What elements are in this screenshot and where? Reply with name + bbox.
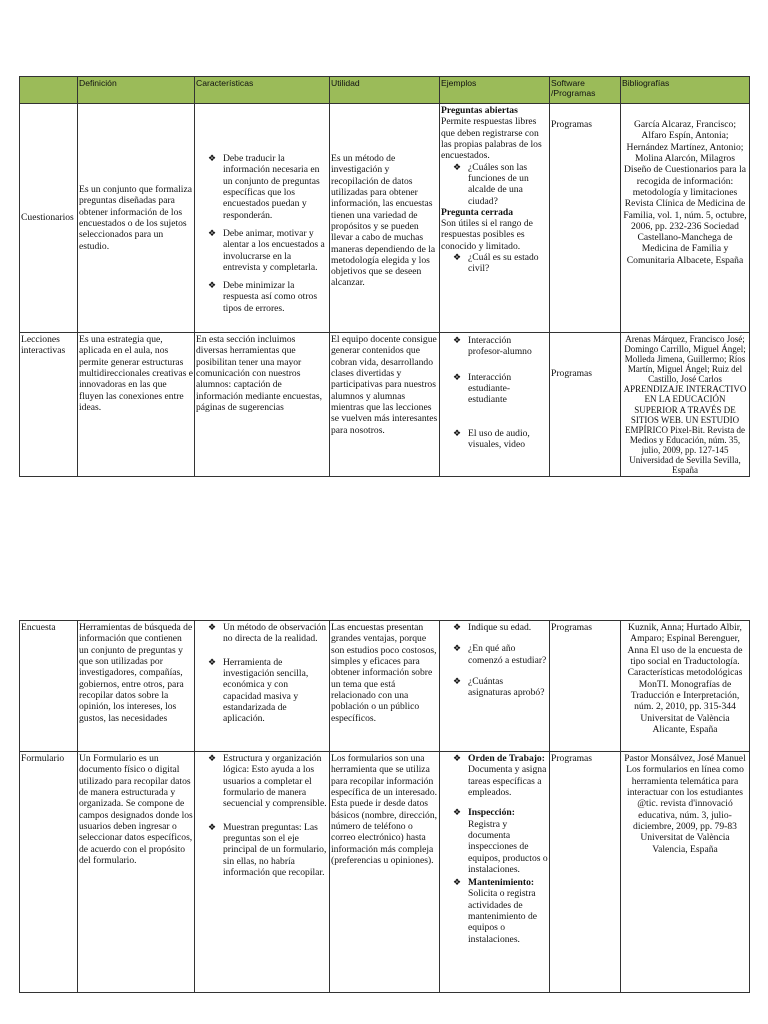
ejemplos-cell	[440, 752, 550, 993]
utilidad-cell: Las encuestas presentan grandes ventajas, porque son estudios poco costosos, simples y eficaces para obtener información sobre un tema que está relacionado con una población o un público específicos.	[330, 621, 440, 752]
diamond-bullet-icon: ❖	[453, 335, 462, 345]
diamond-bullet-icon: ❖	[208, 153, 217, 163]
list-item: ❖ ¿Cuántas asignaturas aprobó?	[453, 675, 545, 699]
header-bibliografias: Bibliografías	[621, 77, 750, 104]
table-row-lecciones	[20, 333, 750, 477]
utilidad-cell: El equipo docente consigue generar contenidos que cobran vida, desarrollando clases divertidas y participativas para nuestros alumnos y alumnas mientras que las lecciones se vuelven más interesantes para nosotros.	[330, 333, 440, 477]
diamond-bullet-icon: ❖	[453, 643, 462, 654]
utilidad-cell: Los formularios son una herramienta que se utiliza para recopilar información específica de un interesado. Esta puede ir desde datos básicos (nombre, dirección, número de teléfono o correo electrónico) hasta información más compleja (preferencias u opiniones).	[330, 752, 440, 993]
ejemplos-cell	[440, 621, 550, 752]
definicion-cell: Herramientas de búsqueda de información que contienen un conjunto de preguntas y que son utilizadas por investigadores, compañías, gobiernos, entre otros, para recopilar datos sobre la opinión, los intereses, los gustos, las necesidades	[78, 621, 195, 752]
definicion-cell: Un Formulario es un documento físico o digital utilizado para recopilar datos de manera estructurada y organizada. Se compone de campos designados donde los usuarios deben ingresar o seleccionar datos específicos, de acuerdo con el propósito del formulario.	[78, 752, 195, 993]
header-ejemplos: Ejemplos	[440, 77, 550, 104]
list-item: ❖ Orden de Trabajo: Documenta y asigna tareas específicas a empleados.	[453, 753, 547, 798]
header-caracteristicas: Características	[195, 77, 330, 104]
diamond-bullet-icon: ❖	[208, 821, 217, 832]
bibliografia-cell: Kuznik, Anna; Hurtado Albir, Amparo; Espinal Berenguer, Anna El uso de la encuesta de tipo social en Traductología. Características metodológicas MonTI. Monografías de Traducción e Interpretación, núm. 2, 2010, pp. 315-344 Universitat de València Alicante, España	[621, 621, 750, 752]
table-row-formulario	[20, 752, 750, 993]
list-item: ❖ Indique su edad.	[453, 622, 532, 633]
caracteristicas-cell	[195, 104, 330, 333]
diamond-bullet-icon: ❖	[208, 280, 217, 291]
caracteristicas-cell	[195, 621, 330, 752]
utilidad-cell: Es un método de investigación y recopilación de datos utilizadas para obtener información, las encuestas tienen una variedad de propósitos y se pueden llevar a cabo de muchas maneras dependiendo de la metodología elegida y los objetivos que se deseen alcanzar.	[330, 104, 440, 333]
diamond-bullet-icon: ❖	[208, 656, 217, 667]
list-item: ❖ Debe minimizar la respuesta así como otros tipos de errores.	[208, 280, 318, 314]
table-header-row	[20, 77, 750, 104]
diamond-bullet-icon: ❖	[453, 753, 462, 763]
diamond-bullet-icon: ❖	[208, 753, 217, 763]
list-item: ❖ El uso de audio, visuales, video	[453, 427, 530, 450]
bibliografia-cell: Pastor Monsálvez, José Manuel Los formularios en línea como herramienta telemática para interactuar con los estudiantes @tic. revista d'innovació educativa, núm. 3, julio-diciembre, 2009, pp. 79-83 Universitat de València Valencia, España	[621, 752, 750, 993]
list-item: ❖ Debe traducir la información necesaria en un conjunto de preguntas específicas que los encuestados puedan y responderán.	[208, 153, 320, 221]
row-label: Encuesta	[20, 621, 78, 752]
software-cell: Programas	[550, 621, 621, 752]
list-item: ❖ ¿Cuáles son las funciones de un alcalde de una ciudad?	[453, 161, 529, 207]
ejemplos-cell: Preguntas abiertas Permite respuestas libres que deben registrarse con las propias palabras de los encuestados. ❖ ¿Cuáles son las funciones de un alcalde de una ciudad? Pregunta cerrada Son útiles si el rango de respuestas posibles es conocido y limitado. ❖ ¿Cuál es su estado civil?	[440, 104, 550, 333]
ejemplos-cell	[440, 333, 550, 477]
list-item: ❖ ¿Cuál es su estado civil?	[453, 252, 539, 275]
header-empty	[20, 77, 78, 104]
list-item: ❖ Estructura y organización lógica: Esto ayuda a los usuarios a completar el formulario de manera secuencial y comprensible.	[208, 753, 327, 810]
list-item: ❖ Inspección: Registra y documenta inspecciones de equipos, productos o instalaciones.	[453, 807, 548, 875]
list-item: ❖ Un método de observación no directa de la realidad.	[208, 622, 327, 645]
list-item: ❖ Debe animar, motivar y alentar a los encuestados a involucrarse en la entrevista y completarla.	[208, 227, 325, 273]
row-label: Formulario	[20, 752, 78, 993]
diamond-bullet-icon: ❖	[453, 877, 462, 888]
comparison-table-top	[19, 76, 750, 477]
diamond-bullet-icon: ❖	[208, 227, 217, 238]
diamond-bullet-icon: ❖	[453, 252, 462, 263]
header-software: Software /Programas	[550, 77, 621, 104]
caracteristicas-cell	[195, 752, 330, 993]
list-item: ❖ Mantenimiento: Solicita o registra actividades de mantenimiento de equipos o instalaciones.	[453, 877, 538, 945]
bibliografia-cell: Arenas Márquez, Francisco José; Domingo Carrillo, Miguel Ángel; Molleda Jimena, Guillermo; Ríos Martín, Miguel Ángel; Ruiz del Castillo, José Carlos APRENDIZAJE INTERACTIVO EN LA EDUCACIÓN SUPERIOR A TRAVÉS DE SITIOS WEB. UN ESTUDIO EMPÍRICO Pixel-Bit. Revista de Medios y Educación, núm. 35, julio, 2009, pp. 127-145 Universidad de Sevilla Sevilla, España	[621, 333, 750, 477]
list-item: ❖ ¿En qué año comenzó a estudiar?	[453, 643, 547, 666]
diamond-bullet-icon: ❖	[453, 675, 462, 686]
list-item: ❖ Muestran preguntas: Las preguntas son el eje principal de un formulario, sin ellas, no habría información que recopilar.	[208, 821, 327, 878]
software-cell: Programas	[550, 752, 621, 993]
diamond-bullet-icon: ❖	[453, 371, 462, 382]
software-cell: Programas	[550, 333, 621, 477]
definicion-cell: Es una estrategia que, aplicada en el aula, nos permite generar estructuras multidireccionales creativas e innovadoras en las que fluyen las conexiones entre ideas.	[78, 333, 195, 477]
software-cell: Programas	[550, 104, 621, 333]
list-item: ❖ Interacción estudiante-estudiante	[453, 371, 512, 406]
diamond-bullet-icon: ❖	[453, 161, 462, 172]
diamond-bullet-icon: ❖	[208, 622, 217, 632]
header-definicion: Definición	[78, 77, 195, 104]
list-item: ❖ Herramienta de investigación sencilla, económica y con capacidad masiva y estandarizada de aplicación.	[208, 656, 309, 725]
row-label: Cuestionarios	[20, 104, 78, 333]
header-utilidad: Utilidad	[330, 77, 440, 104]
diamond-bullet-icon: ❖	[453, 807, 462, 818]
row-label: Lecciones interactivas	[20, 333, 78, 477]
diamond-bullet-icon: ❖	[453, 622, 462, 632]
comparison-table-bottom	[19, 620, 750, 993]
definicion-cell: Es un conjunto que formaliza preguntas diseñadas para obtener información de los encuestados o de los sujetos seleccionados para un estudio.	[78, 104, 195, 333]
caracteristicas-cell: En esta sección incluimos diversas herramientas que posibilitan tener una mayor comunicación con nuestros alumnos: captación de información mediante encuestas, páginas de sugerencias	[195, 333, 330, 477]
list-item: ❖ Interacción profesor-alumno	[453, 335, 532, 358]
table-row-encuesta	[20, 621, 750, 752]
bibliografia-cell: García Alcaraz, Francisco; Alfaro Espín, Antonia; Hernández Martínez, Antonio; Molina Alarcón, Milagros Diseño de Cuestionarios para la recogida de información: metodología y limitaciones Revista Clínica de Medicina de Familia, vol. 1, núm. 5, octubre, 2006, pp. 232-236 Sociedad Castellano-Manchega de Medicina de Familia y Comunitaria Albacete, España	[621, 104, 750, 333]
table-row-cuestionarios	[20, 104, 750, 333]
diamond-bullet-icon: ❖	[453, 427, 462, 438]
